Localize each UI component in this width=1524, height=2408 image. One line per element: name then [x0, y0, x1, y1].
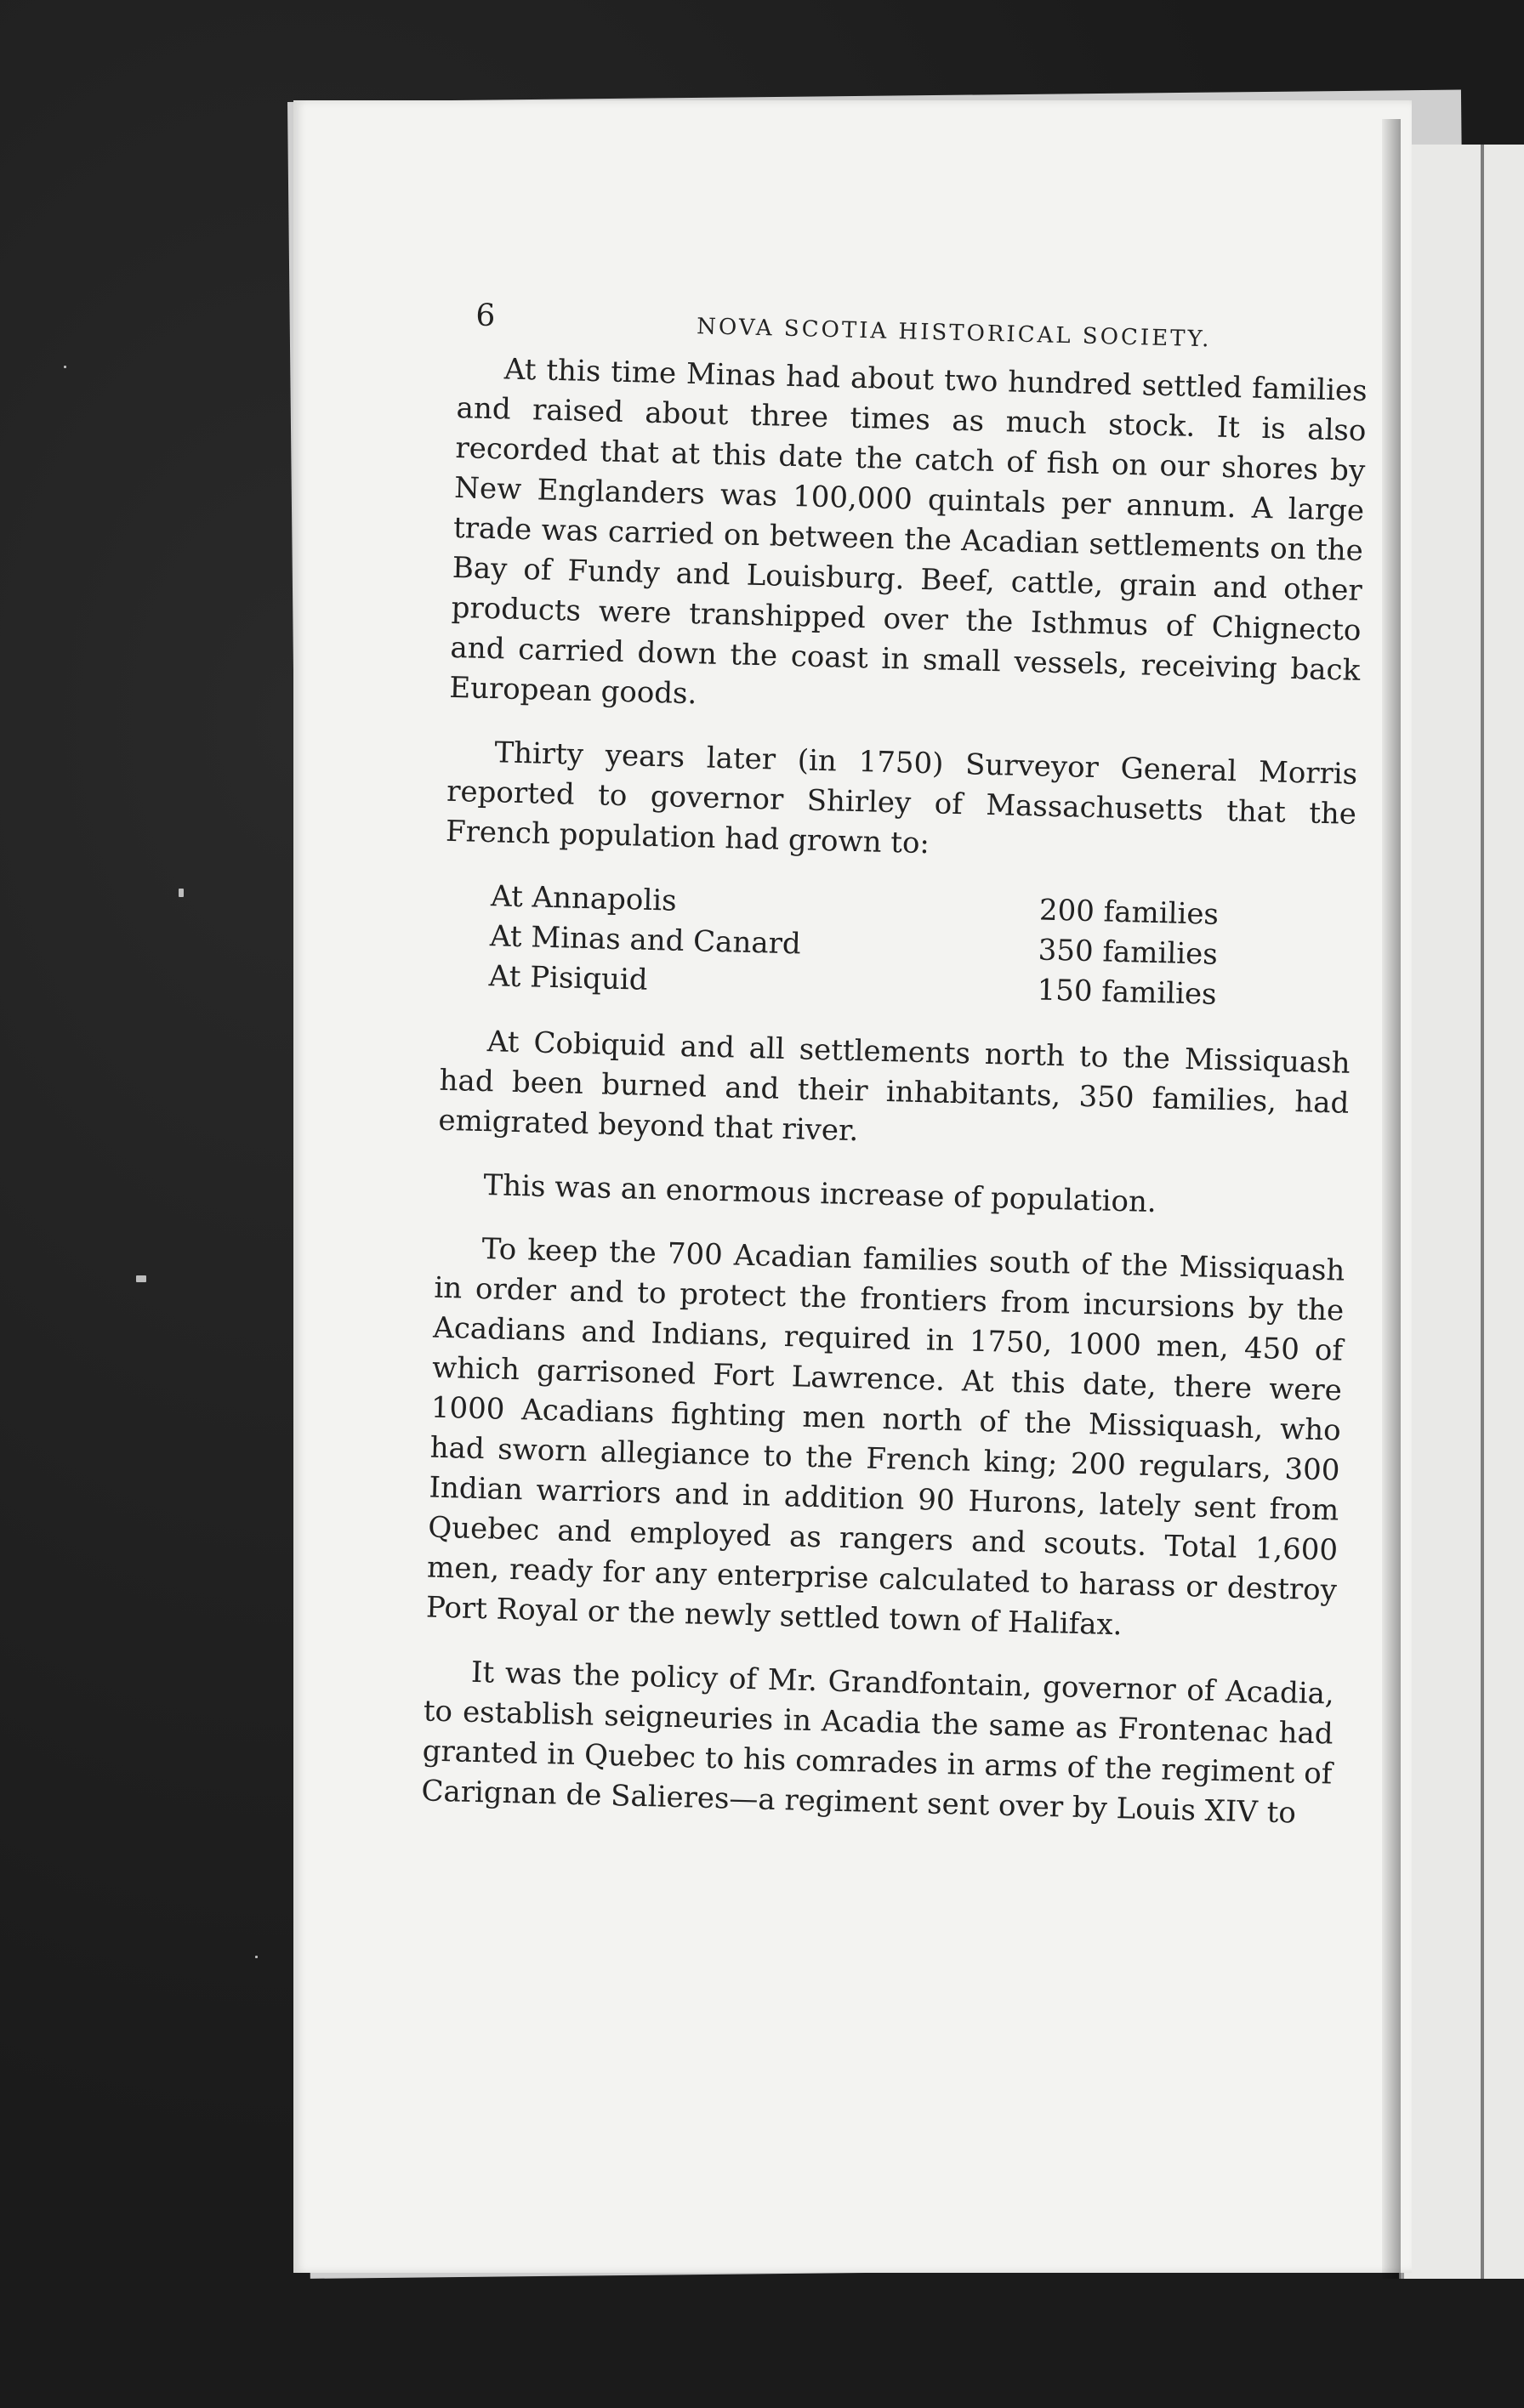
- settlement-name: At Minas and Canard: [489, 919, 802, 962]
- dust-speck: [136, 1275, 146, 1282]
- dust-speck: [64, 366, 66, 368]
- family-count: 200 families: [1038, 893, 1220, 932]
- family-count: 150 families: [1037, 973, 1218, 1012]
- dust-speck: [255, 1956, 258, 1958]
- paragraph-seigneuries: It was the policy of Mr. Grandfontain, governor of Acadia, to establish seigneuries in Acadia the same as Frontenac had granted in Quebec to his comrades in arms of the regiment of Carignan de Salieres—a regiment sent over by Louis XIV to: [421, 1655, 1335, 1831]
- paragraph-cobiquid: At Cobiquid and all settlements north to the Missiquash had been burned and their inhabitants, 350 families, had emigrated beyond that river.: [437, 1025, 1351, 1149]
- adjacent-page: [1399, 145, 1524, 2279]
- settlement-name: At Pisiquid: [488, 959, 649, 997]
- page-content: [420, 298, 1394, 1859]
- paragraph-minas-trade: At this time Minas had about two hundred settled families and raised about three times as much stock. It is also recorded that at this date the catch of fish on our shores by New Englanders was 100,000 quintals per annum. A large trade was carried on between the Acadian settlements on the Bay of Fundy and Louisburg. Beef, cattle, grain and other products were transhipped over the Isthmus of Chignecto and carried down the coast in small vessels, receiving back European goods.: [448, 352, 1368, 712]
- running-head: NOVA SCOTIA HISTORICAL SOCIETY.: [696, 314, 1212, 353]
- paragraph-military-forces: To keep the 700 Acadian families south of the Missiquash in order and to protect the frontiers from incursions by the Acadians and Indians, required in 1750, 1000 men, 450 of which garrisoned Fort Lawrence. At this date, there were 1000 Acadians fighting men north of the Missiquash, who had sworn allegiance to the French king; 200 regulars, 300 Indian warriors and in addition 90 Hurons, lately sent from Quebec and employed as rangers and scouts. Total 1,600 men, ready for any enterprise calculated to harass or destroy Port Royal or the newly settled town of Halifax.: [425, 1232, 1345, 1643]
- paragraph-morris-report: Thirty years later (in 1750) Surveyor General Morris reported to governor Shirley of Massachusetts that the French population had grown to:: [445, 735, 1358, 861]
- dust-speck: [179, 889, 184, 897]
- paragraph-population-increase: This was an enormous increase of population.: [483, 1168, 1157, 1220]
- population-table: [488, 877, 1401, 1019]
- settlement-name: At Annapolis: [490, 879, 678, 918]
- family-count: 350 families: [1038, 933, 1219, 972]
- page-number: 6: [475, 298, 496, 334]
